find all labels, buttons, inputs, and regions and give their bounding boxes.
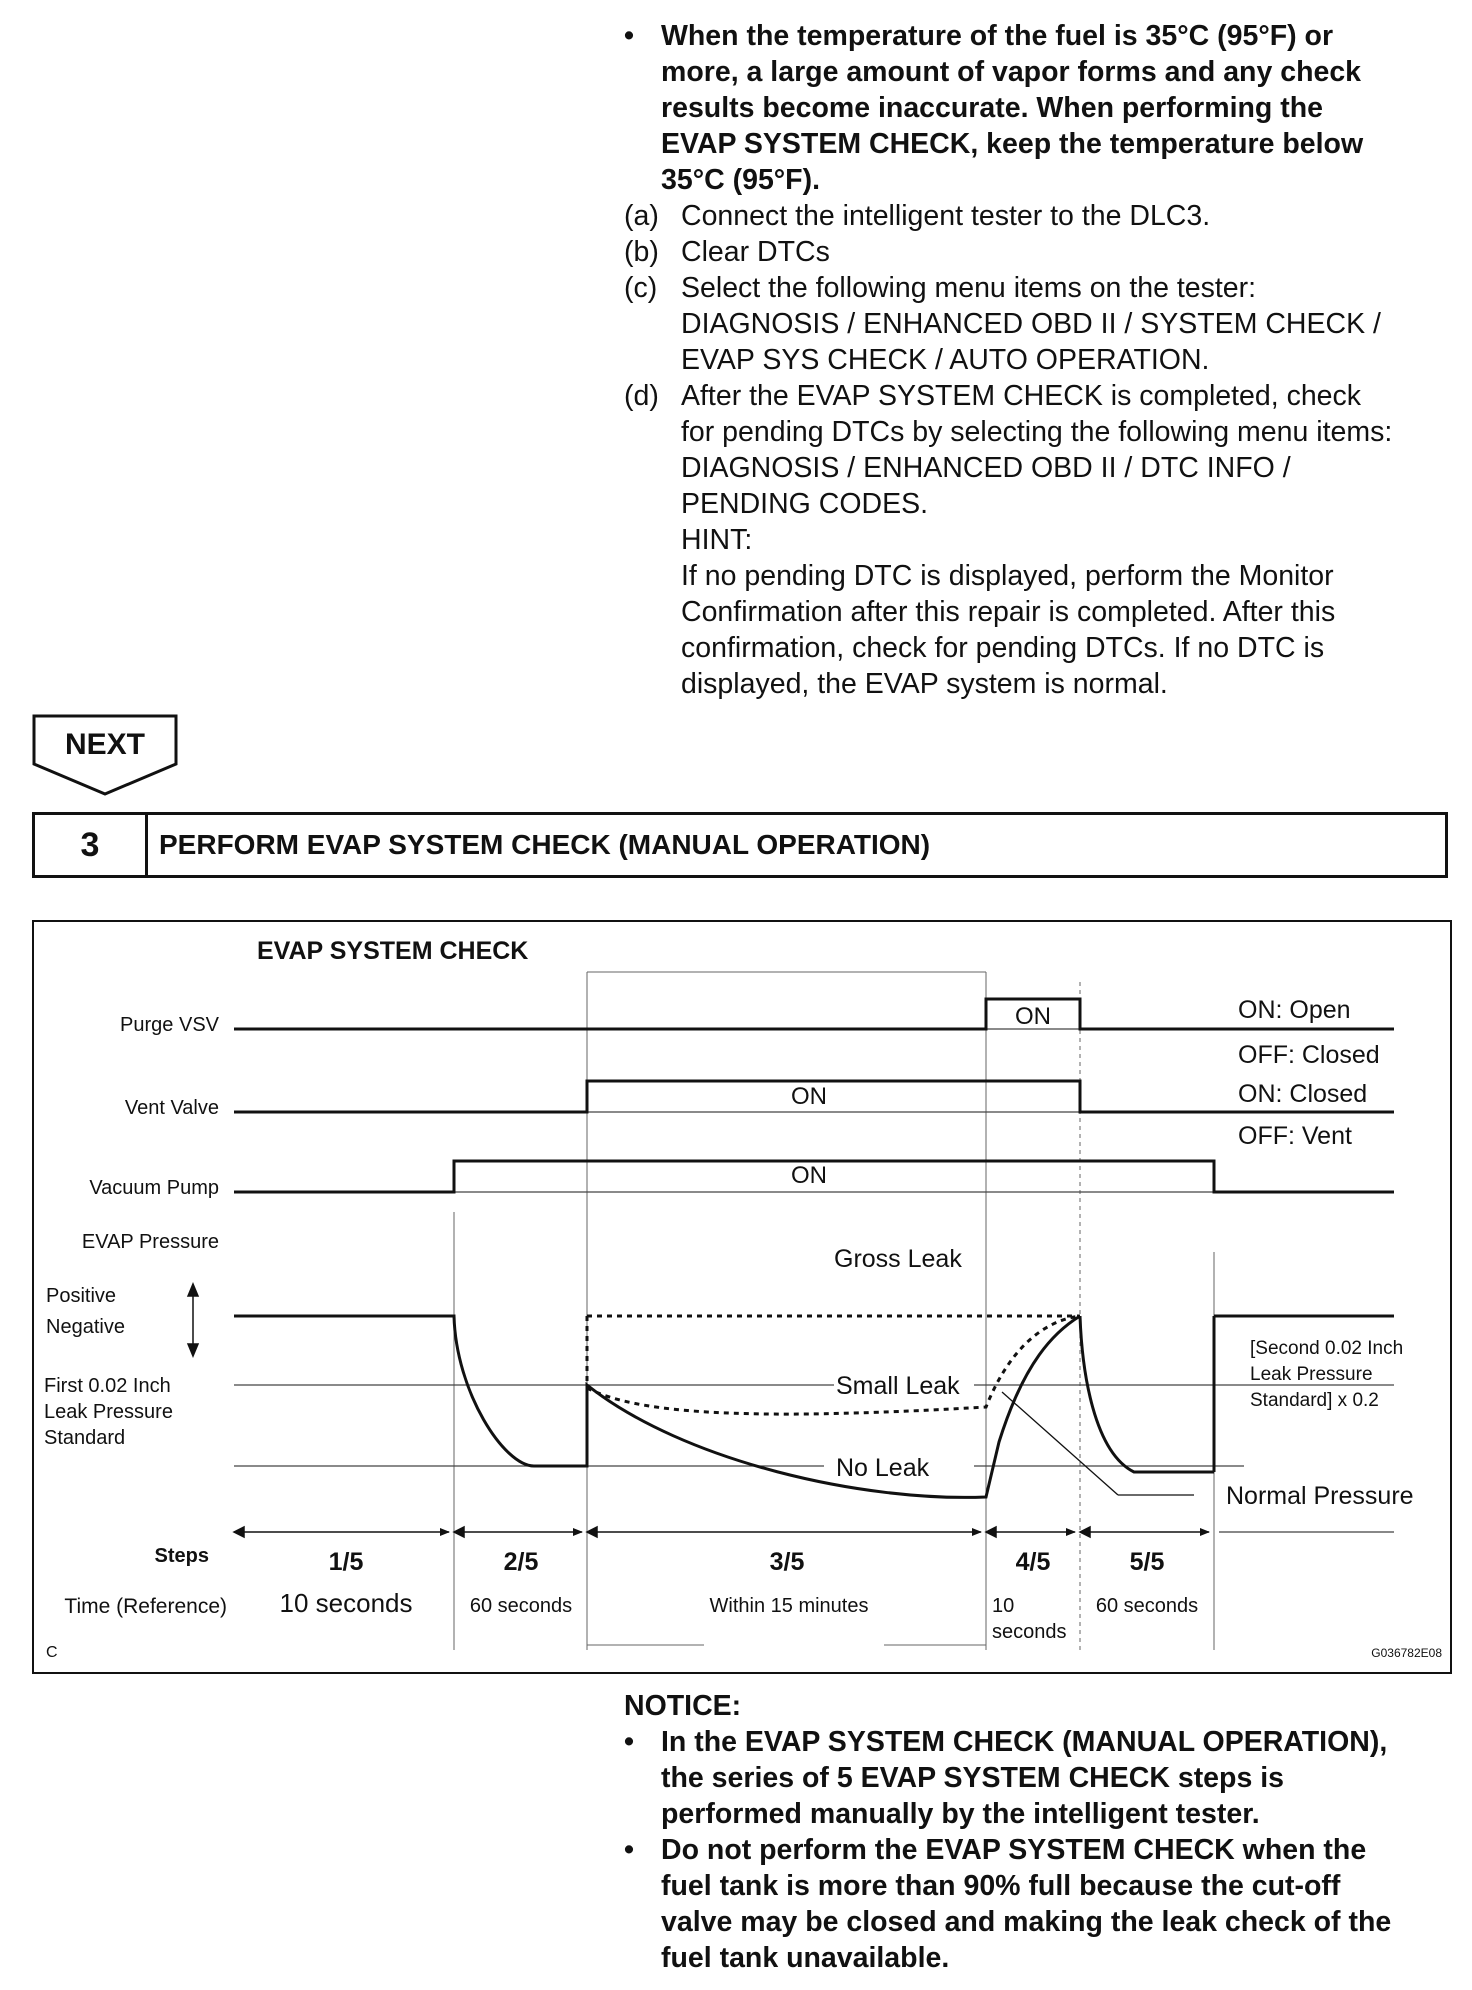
hint-text: confirmation, check for pending DTCs. If no DTC is [681,632,1325,664]
warning-line: When the temperature of the fuel is 35°C (95°F) or [661,20,1334,52]
step-marker: (b) [624,236,659,268]
step-label: 3/5 [769,1548,805,1576]
hint-text: Confirmation after this repair is completed. After this [681,596,1336,628]
vent-off-state: OFF: Vent [1238,1122,1352,1150]
final-step-pressure-curve [1080,1316,1214,1472]
no-leak-label: No Leak [836,1454,930,1482]
step-text: Connect the intelligent tester to the DLC3. [681,200,1211,232]
corner-label: C [46,1644,58,1661]
step-header [32,812,1448,878]
normal-pressure-leader [1002,1392,1118,1495]
duration-arrowhead [587,1527,597,1537]
steps-label: Steps [154,1545,209,1567]
small-leak-pressure-curve [587,1316,1080,1414]
normal-pressure-label: Normal Pressure [1226,1482,1414,1510]
step-marker: (c) [624,272,658,304]
down-arrow-icon [188,1344,198,1356]
notice-line: fuel tank is more than 90% full because the cut-off [661,1870,1341,1902]
hint-text: If no pending DTC is displayed, perform the Monitor [681,560,1334,592]
hint-label: HINT: [681,524,753,556]
warning-line: EVAP SYSTEM CHECK, keep the temperature below [661,128,1364,160]
second-standard-label: [Second 0.02 Inch [1250,1338,1404,1359]
step-marker: (d) [624,380,659,412]
procedure-step-a [624,198,1210,234]
hint-text: displayed, the EVAP system is normal. [681,668,1168,700]
positive-label: Positive [46,1285,117,1307]
procedure-step-c [624,270,1381,378]
duration-arrowhead [1080,1527,1090,1537]
step-text: Select the following menu items on the tester: [681,272,1257,304]
first-standard-label: First 0.02 Inch [44,1375,171,1397]
notice-heading: NOTICE: [624,1690,742,1722]
step-title: PERFORM EVAP SYSTEM CHECK (MANUAL OPERATION) [159,829,931,860]
vacuum-pump-label: Vacuum Pump [89,1177,219,1199]
evap-pressure-label: EVAP Pressure [81,1231,219,1253]
purge-vsv-trace [234,999,1394,1029]
step-text: Clear DTCs [681,236,830,268]
small-leak-label: Small Leak [836,1372,960,1400]
notice-line: the series of 5 EVAP SYSTEM CHECK steps is [661,1762,1284,1794]
bullet-mark: • [624,1726,634,1758]
step-divider-lines [454,972,1214,1672]
negative-label: Negative [46,1316,125,1338]
bullet-mark: • [624,20,634,52]
notice-line: valve may be closed and making the leak check of the [661,1906,1392,1938]
step-time: seconds [992,1621,1067,1643]
warning-line: more, a large amount of vapor forms and any check [661,56,1362,88]
time-reference-label: Time (Reference) [64,1595,227,1618]
step-label: 2/5 [503,1548,539,1576]
pump-on-label: ON [791,1162,827,1189]
second-standard-label: Leak Pressure [1250,1364,1373,1385]
step-time: 60 seconds [1095,1595,1199,1617]
up-arrow-icon [188,1284,198,1296]
purge-vsv-label: Purge VSV [120,1014,219,1036]
procedure-step-b [624,234,830,270]
step-time: 60 seconds [469,1595,573,1617]
vent-on-state: ON: Closed [1238,1080,1368,1108]
duration-arrowhead [234,1527,244,1537]
step-label: 5/5 [1129,1548,1165,1576]
bullet-mark: • [624,1834,634,1866]
first-standard-label: Standard [44,1427,126,1449]
purge-on-state: ON: Open [1238,996,1351,1024]
notice-line: In the EVAP SYSTEM CHECK (MANUAL OPERATION), [661,1726,1388,1758]
notice-bullet [624,1724,1387,1832]
timing-diagram-svg [34,922,1450,1672]
evap-timing-diagram [32,920,1452,1674]
step-text: After the EVAP SYSTEM CHECK is completed, check [681,380,1362,412]
step-marker: (a) [624,200,659,232]
step-time: 10 [992,1595,1015,1617]
pressure-direction-arrow [188,1284,198,1356]
duration-arrowhead [454,1527,464,1537]
warning-line: 35°C (95°F). [661,164,821,196]
procedure-step-d [624,378,1392,702]
vent-on-label: ON [791,1083,827,1110]
step-time: 10 seconds [279,1588,413,1618]
step-label: 4/5 [1015,1548,1051,1576]
step-text: PENDING CODES. [681,488,929,520]
step-number: 3 [35,815,148,875]
notice-line: fuel tank unavailable. [661,1942,950,1974]
vent-valve-label: Vent Valve [124,1097,219,1119]
gross-leak-label: Gross Leak [834,1245,962,1273]
duration-arrowhead [986,1527,996,1537]
step-text: DIAGNOSIS / ENHANCED OBD II / SYSTEM CHECK / [681,308,1381,340]
step-text: DIAGNOSIS / ENHANCED OBD II / DTC INFO / [681,452,1291,484]
diagram-title: EVAP SYSTEM CHECK [257,937,529,965]
next-label: NEXT [64,728,145,761]
notice-line: Do not perform the EVAP SYSTEM CHECK when the [661,1834,1367,1866]
next-arrow-tag[interactable] [32,714,178,796]
step-text: EVAP SYS CHECK / AUTO OPERATION. [681,344,1210,376]
first-standard-label: Leak Pressure [44,1401,173,1423]
step-label: 1/5 [328,1548,364,1576]
warning-line: results become inaccurate. When performing the [661,92,1323,124]
temperature-warning [624,18,1363,198]
purge-off-state: OFF: Closed [1238,1041,1380,1069]
purge-on-label: ON [1015,1003,1051,1030]
figure-code: G036782E08 [1371,1646,1442,1660]
step-text: for pending DTCs by selecting the following menu items: [681,416,1393,448]
second-standard-label: Standard] x 0.2 [1250,1390,1379,1411]
step-duration-arrows [234,1527,1394,1537]
notice-line: performed manually by the intelligent tester. [661,1798,1260,1830]
pressure-traces [234,1316,1394,1497]
notice-bullet [624,1832,1391,1976]
step-time: Within 15 minutes [709,1595,869,1617]
